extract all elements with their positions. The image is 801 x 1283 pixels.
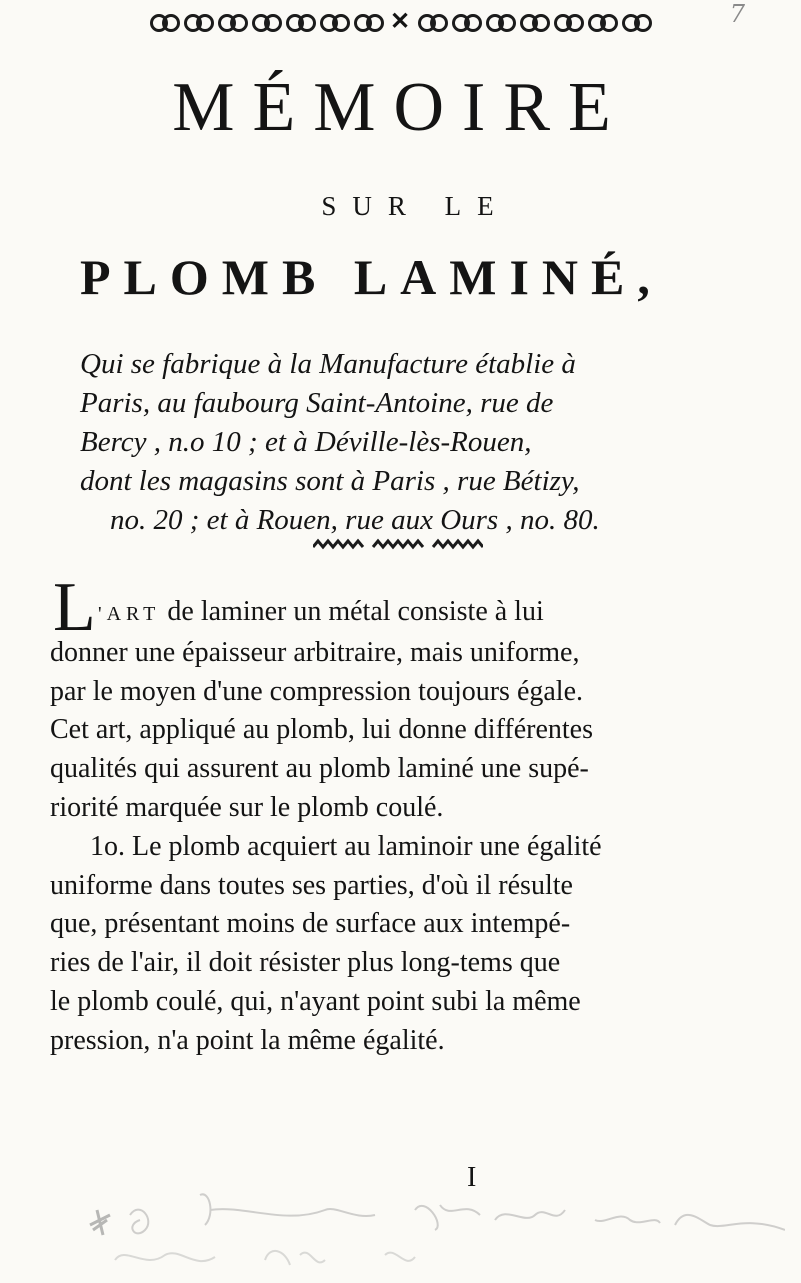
ornament-loop — [451, 14, 481, 30]
subtitle-line: Paris, au faubourg Saint-Antoine, rue de — [80, 387, 554, 419]
document-title: MÉMOIRE — [172, 69, 629, 146]
subtitle-block — [80, 345, 740, 540]
divider-ornament — [313, 538, 483, 550]
ornament-cross-icon: ✕ — [389, 9, 411, 35]
title-subheading: SUR LE — [321, 191, 510, 221]
subtitle-line: Bercy , n.o 10 ; et à Déville-lès-Rouen, — [80, 426, 532, 458]
subtitle-line: dont les magasins sont à Paris , rue Bétizy, — [80, 465, 580, 497]
ornament-loop — [285, 14, 315, 30]
ornament-loop — [217, 14, 247, 30]
body-line: Cet art, appliqué au plomb, lui donne différentes — [50, 714, 594, 746]
signature-mark: I — [467, 1162, 477, 1193]
body-line: que, présentant moins de surface aux intempé- — [50, 908, 571, 940]
body-line — [50, 593, 750, 634]
body-line: riorité marquée sur le plomb coulé. — [50, 791, 444, 823]
body-text — [50, 593, 750, 1061]
ornament-loop — [587, 14, 617, 30]
ornament-loop — [417, 14, 447, 30]
ornament-loop — [553, 14, 583, 30]
ornament-loop — [353, 14, 383, 30]
body-line: uniforme dans toutes ses parties, d'où il résulte — [50, 869, 573, 901]
ornament-loop — [621, 14, 651, 30]
ornament-loop — [519, 14, 549, 30]
corner-annotation: 7 — [729, 0, 745, 28]
body-line: par le moyen d'une compression toujours égale. — [50, 675, 584, 707]
drop-cap: L — [53, 569, 96, 646]
top-ornament-band — [90, 10, 710, 34]
title-product: PLOMB LAMINÉ, — [80, 249, 663, 305]
smallcaps-word: 'ART — [98, 603, 161, 625]
handwritten-note — [85, 1185, 785, 1280]
ornament-loop — [319, 14, 349, 30]
ornament-loop — [183, 14, 213, 30]
body-line: ries de l'air, il doit résister plus long-tems que — [50, 947, 561, 979]
body-line: 1o. Le plomb acquiert au laminoir une égalité — [90, 830, 602, 862]
body-line: le plomb coulé, qui, n'ayant point subi la même — [50, 985, 581, 1017]
body-line: donner une épaisseur arbitraire, mais uniforme, — [50, 636, 580, 668]
subtitle-line: no. 20 ; et à Rouen, rue aux Ours , no. 80. — [110, 504, 600, 536]
ornament-loop — [485, 14, 515, 30]
body-line: pression, n'a point la même égalité. — [50, 1024, 445, 1056]
body-line: qualités qui assurent au plomb laminé une supé- — [50, 753, 589, 785]
ornament-loop — [251, 14, 281, 30]
ornament-loop — [149, 14, 179, 30]
body-line-rest: de laminer un métal consiste à lui — [160, 596, 544, 627]
subtitle-line: Qui se fabrique à la Manufacture établie à — [80, 348, 576, 380]
